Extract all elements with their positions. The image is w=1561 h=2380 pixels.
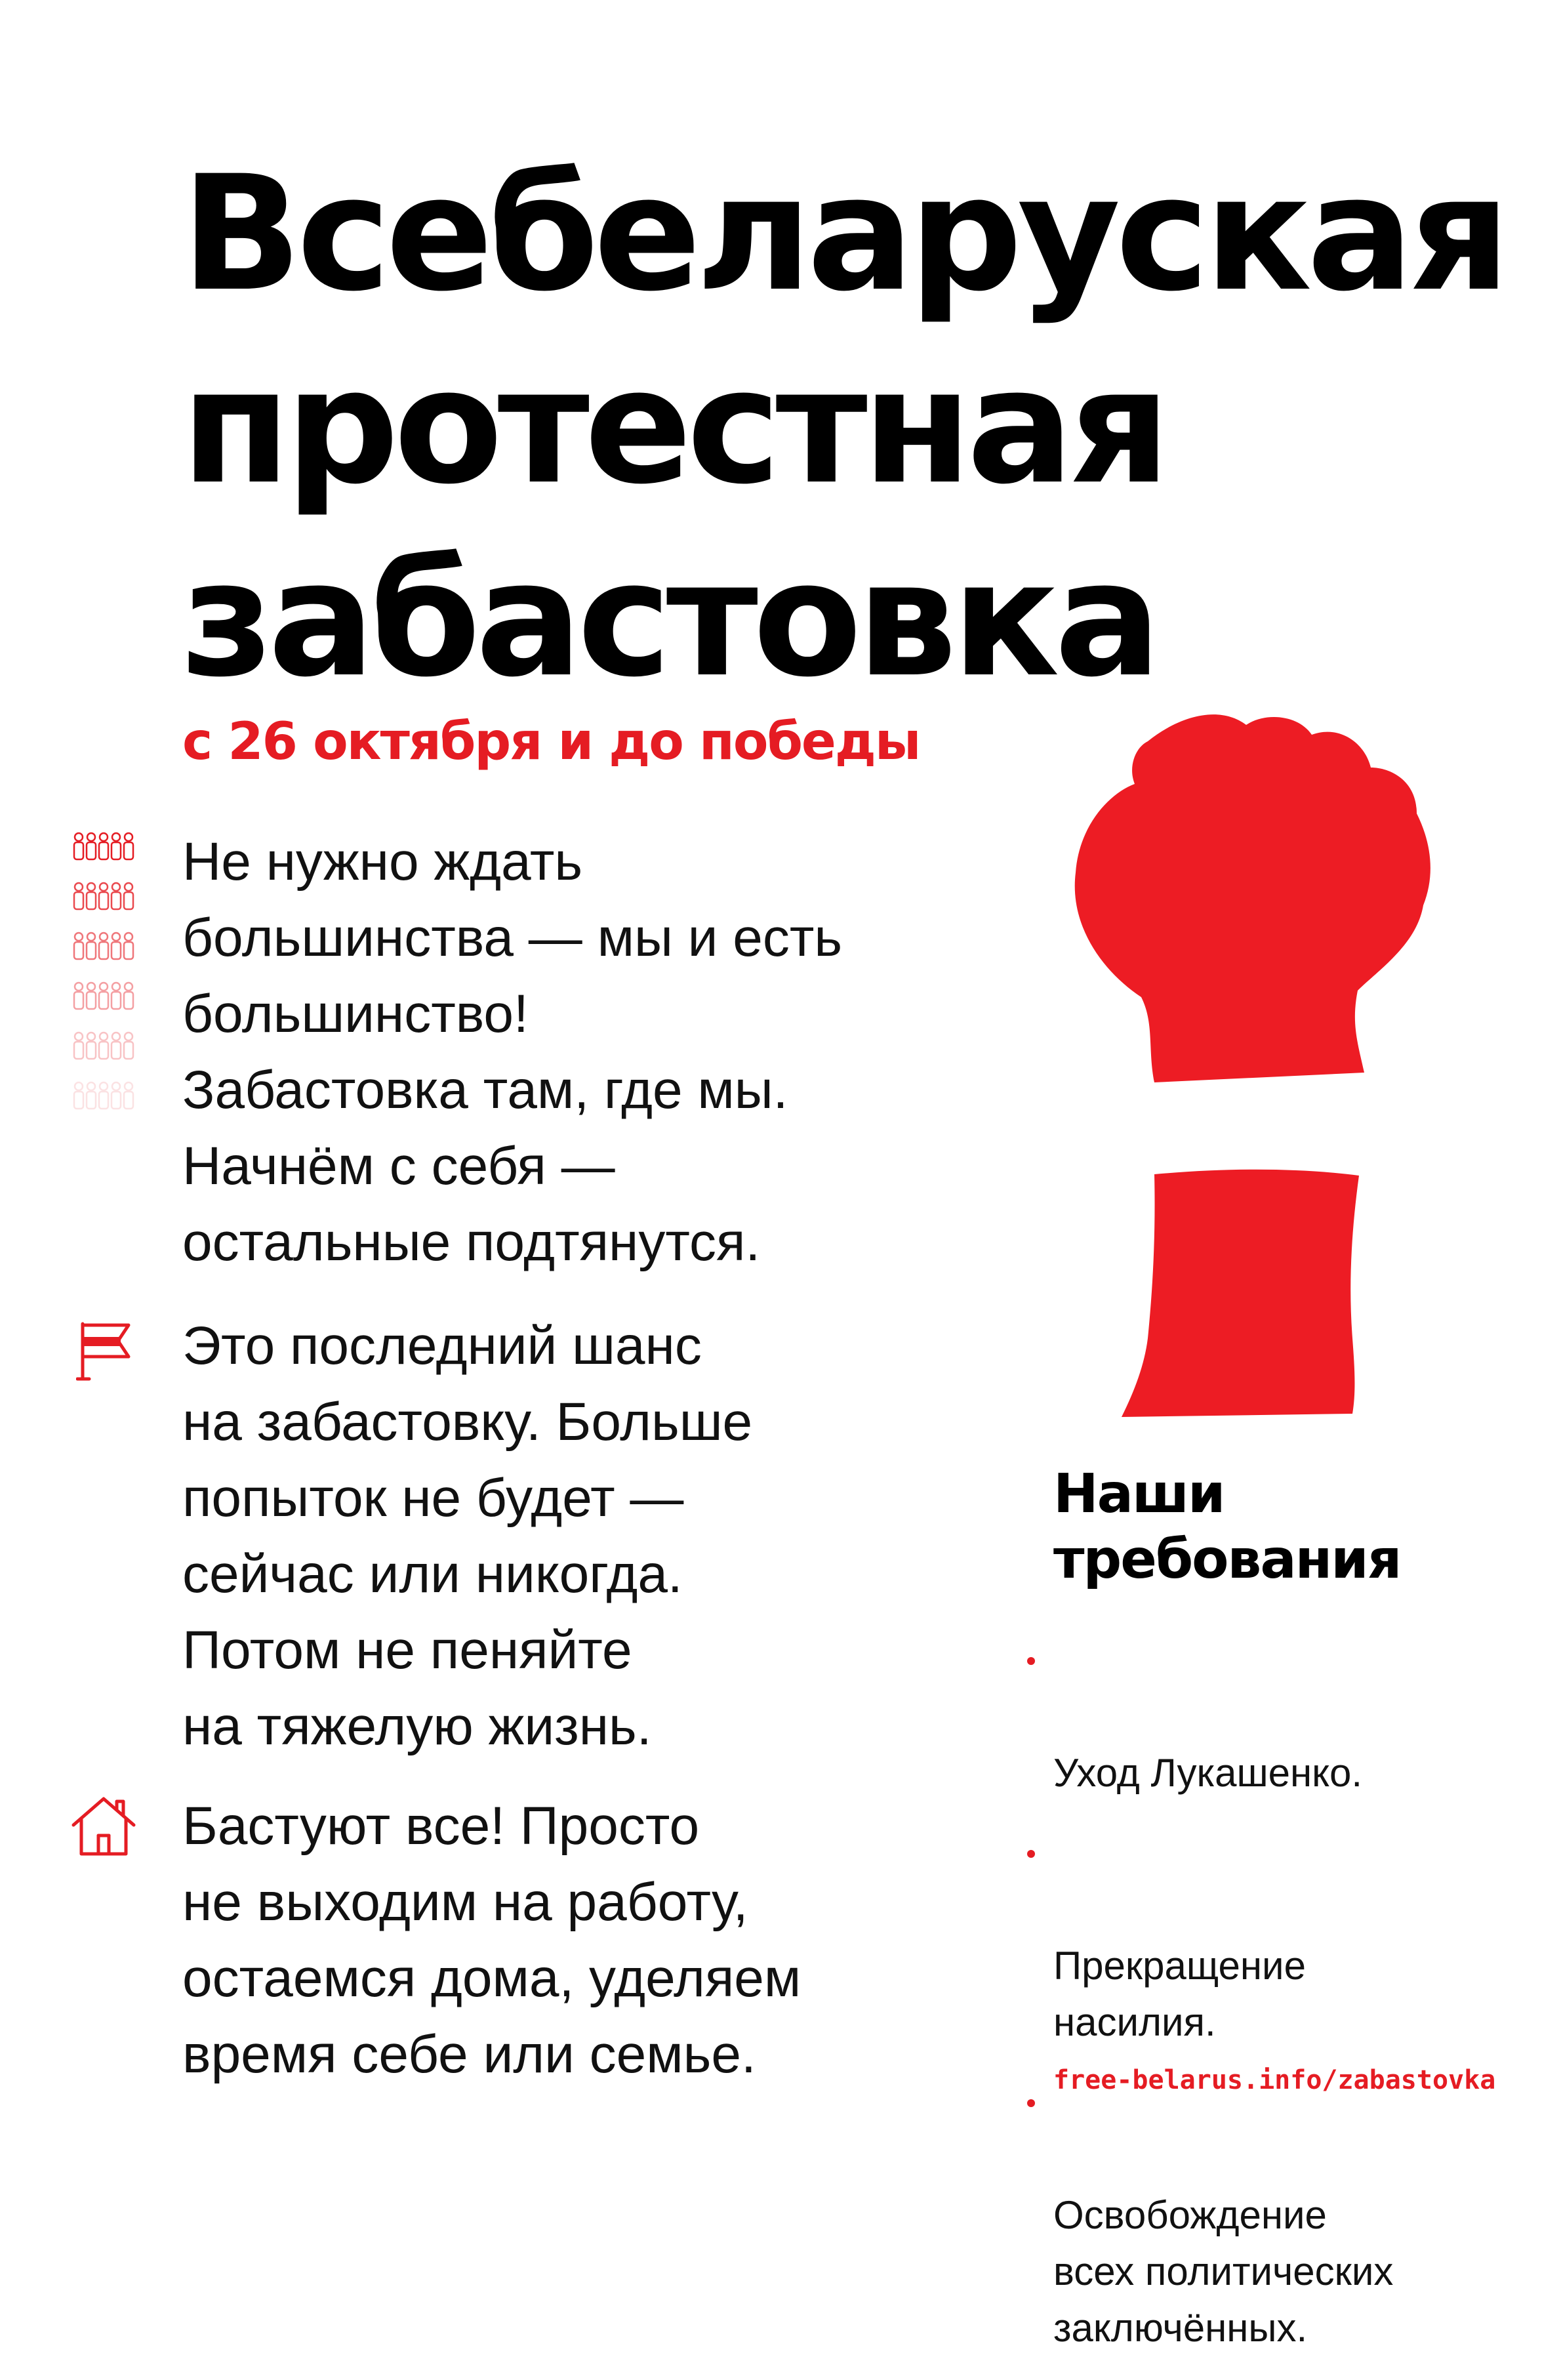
paragraph-line: Потом не пеняйте	[182, 1620, 632, 1680]
title-line-2: протестная	[181, 335, 1166, 520]
demands-heading	[1053, 1462, 1400, 1593]
bullet-dot-icon	[1027, 2099, 1035, 2107]
title-line-1: Всебеларуская	[181, 142, 1506, 327]
paragraph-everyone-strikes	[182, 1788, 801, 2093]
demand-item	[1027, 2074, 1393, 2356]
paragraph-line: остаемся дома, уделяем	[182, 1948, 801, 2008]
flag-icon	[76, 1319, 132, 1384]
paragraph-line: Забастовка там, где мы.	[182, 1060, 788, 1120]
paragraph-line: Бастуют все! Просто	[182, 1796, 700, 1856]
demand-item	[1027, 1825, 1393, 2051]
paragraph-line: не выходим на работу,	[182, 1872, 748, 1932]
paragraph-line: время себе или семье.	[182, 2024, 756, 2084]
demand-text: Уход Лукашенко.	[1053, 1751, 1363, 1795]
website-link[interactable]: free-belarus.info/zabastovka	[1053, 2065, 1496, 2095]
paragraph-line: на тяжелую жизнь.	[182, 1696, 652, 1756]
title-line-3: забастовка	[181, 527, 1156, 712]
people-crowd-icon	[71, 832, 136, 1134]
demand-text: Прекращение насилия.	[1053, 1944, 1306, 2044]
paragraph-line: сейчас или никогда.	[182, 1544, 683, 1604]
paragraph-majority	[182, 824, 842, 1281]
demand-item	[1027, 1632, 1393, 1801]
bullet-dot-icon	[1027, 1850, 1035, 1858]
bullet-dot-icon	[1027, 1657, 1035, 1665]
paragraph-line: на забастовку. Больше	[182, 1392, 753, 1452]
paragraph-line: остальные подтянутся.	[182, 1212, 761, 1272]
demands-heading-line-1: Наши	[1053, 1463, 1225, 1525]
house-icon	[70, 1794, 138, 1859]
paragraph-line: Это последний шанс	[182, 1316, 702, 1376]
strike-dates-subtitle: с 26 октября и до победы	[182, 712, 920, 771]
raised-fist-illustration	[1049, 708, 1469, 1430]
paragraph-line: большинства — мы и есть	[182, 908, 843, 968]
paragraph-last-chance	[182, 1308, 752, 1765]
demand-text: Освобождение всех политических заключённых.	[1053, 2193, 1394, 2350]
paragraph-line: попыток не будет —	[182, 1468, 684, 1528]
demands-list	[1027, 1632, 1393, 2380]
poster-title	[181, 138, 1505, 716]
demands-heading-line-2: требования	[1053, 1529, 1401, 1591]
paragraph-line: большинство!	[182, 984, 529, 1044]
paragraph-line: Начнём с себя —	[182, 1136, 615, 1196]
paragraph-line: Не нужно ждать	[182, 832, 583, 892]
